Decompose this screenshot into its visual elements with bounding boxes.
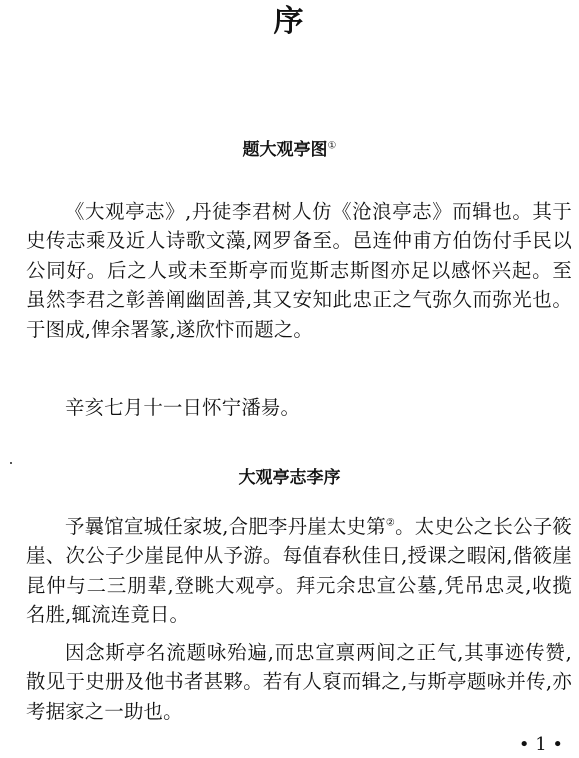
paragraph-li-preface-1	[26, 512, 572, 630]
paragraph-text-start: 予曩馆宣城任家坡,合肥李丹崖太史第	[65, 515, 386, 538]
paragraph-text-end: 。太史公之长公子筱崖、次公子少崖昆仲从予游。每值春秋佳日,授课之暇闲,偕筱崖昆仲与二三朋辈,登眺大观亭。拜元余忠宣公墓,凭吊忠灵,收揽名胜,辄流连竟日。	[26, 515, 572, 627]
section-heading-preface-inscription	[0, 138, 579, 162]
page-title: 序	[273, 4, 306, 39]
footnote-marker: ①	[327, 140, 337, 152]
page-number: • 1 •	[518, 734, 563, 755]
section-heading-text: 题大观亭图	[242, 140, 328, 160]
paragraph-inscription-body: 《大观亭志》,丹徒李君树人仿《沧浪亭志》而辑也。其于史传志乘及近人诗歌文藻,网罗备至。邑连仲甫方伯饬付手民以公同好。后之人或未至斯亭而览斯志斯图亦足以感怀兴起。至虽然李君之彰善阐幽固善,其又安知此忠正之气弥久而弥光也。于图成,俾余署篆,遂欣忭而题之。	[26, 200, 572, 341]
section-heading-li-preface: 大观亭志李序	[238, 468, 341, 488]
footnote-marker: ②	[385, 517, 396, 529]
stray-dot	[10, 462, 12, 464]
paragraph-inscription-signature: 辛亥七月十一日怀宁潘昜。	[65, 396, 301, 419]
paragraph-li-preface-2: 因念斯亭名流题咏殆遍,而忠宣禀两间之正气,其事迹传赞,散见于史册及他书者甚夥。若有人裒而辑之,与斯亭题咏并传,亦考据家之一助也。	[26, 641, 572, 723]
